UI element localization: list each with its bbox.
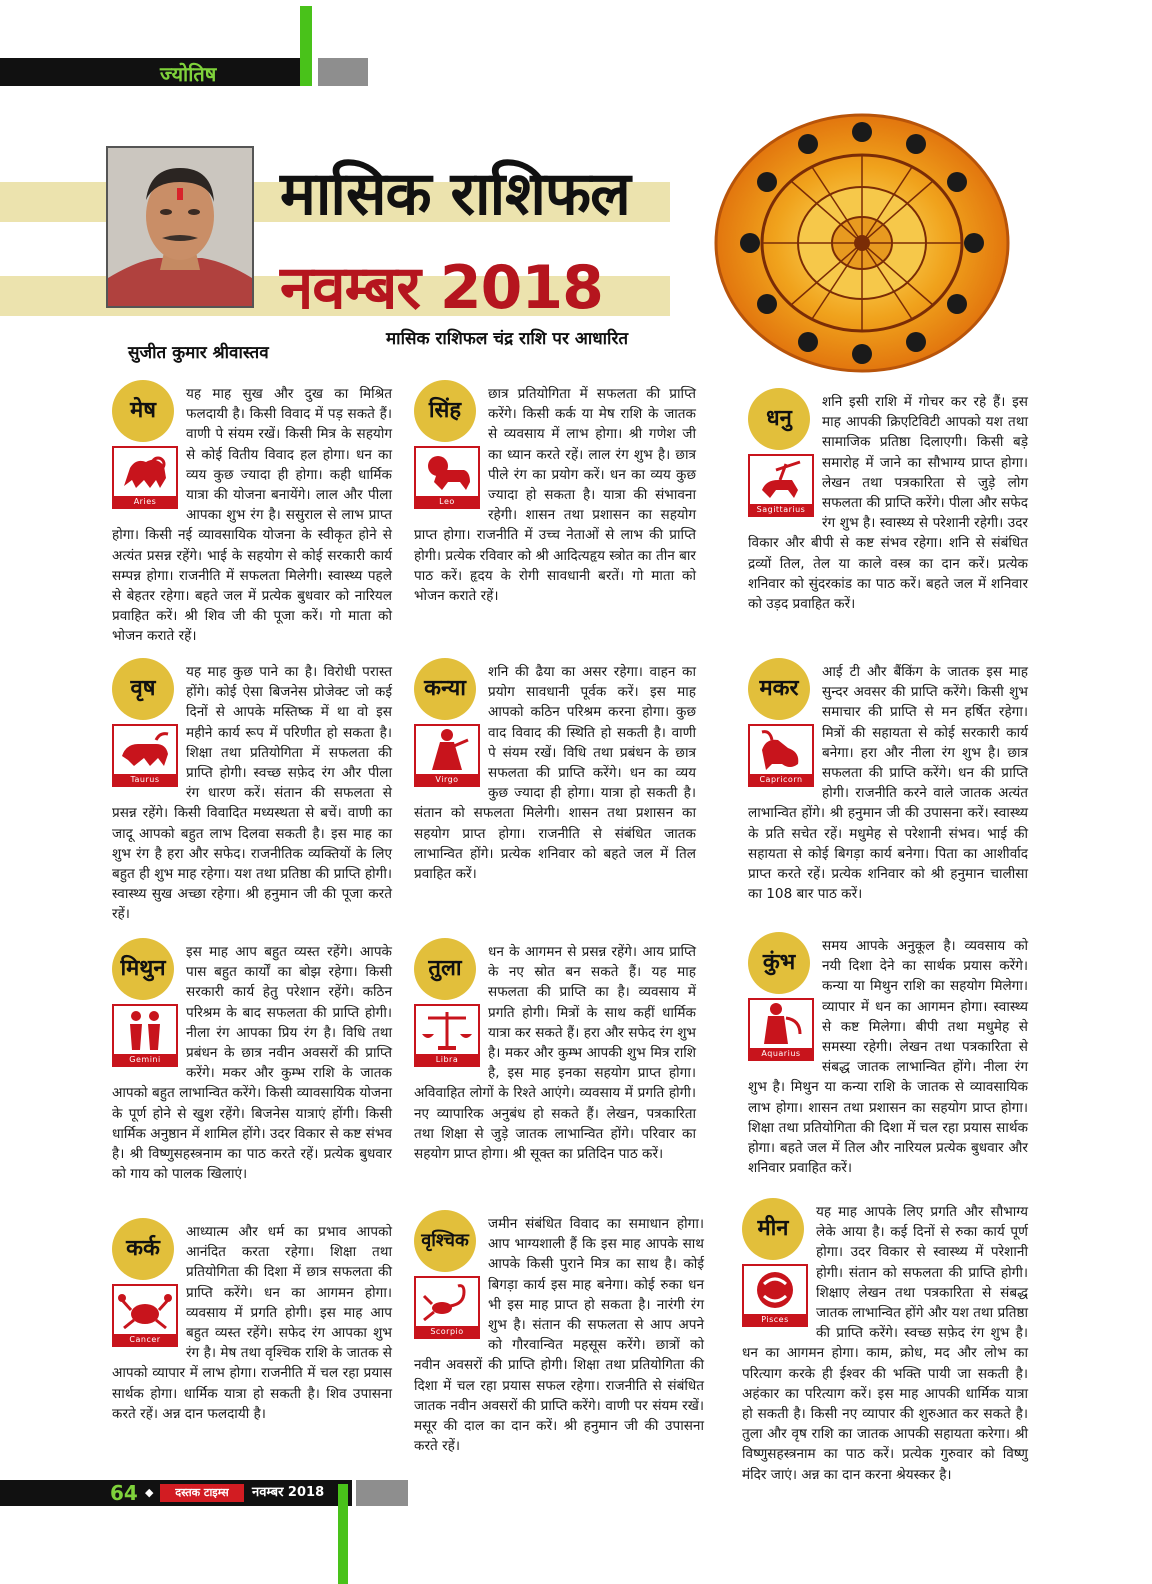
page-number: 64: [110, 1481, 138, 1505]
maiden-icon: [418, 726, 476, 774]
ram-icon: [116, 448, 174, 496]
page-title: मासिक राशिफल: [280, 159, 630, 229]
fish-icon: [746, 1266, 804, 1314]
horoscope-entry-taurus: [112, 662, 392, 925]
sign-english-capricorn: Capricorn: [750, 774, 812, 785]
horoscope-entry-capricorn: [748, 662, 1028, 904]
sign-name-scorpio: वृश्चिक: [414, 1210, 476, 1272]
footer-grey-block: [356, 1480, 408, 1506]
twins-icon: [116, 1006, 174, 1054]
author-name: सुजीत कुमार श्रीवास्तव: [128, 343, 269, 363]
grey-accent-block: [318, 58, 368, 86]
footer-green-accent: [338, 1484, 348, 1584]
zodiac-wheel-icon: [712, 112, 1012, 374]
author-photo: [106, 146, 254, 308]
sign-english-cancer: Cancer: [114, 1334, 176, 1345]
sign-name-pisces: मीन: [742, 1198, 804, 1260]
sign-card-scorpio: [414, 1276, 480, 1339]
horoscope-entry-aries: [112, 384, 392, 647]
page-title-month: नवम्बर 2018: [280, 253, 603, 323]
horoscope-text-pisces: यह माह आपके लिए प्रगति और सौभाग्य लेके आया है। कई दिनों से रुका कार्य पूर्ण होगा। उदर विकार से स्वास्थ्य में परेशानी होगी। संतान को सफलता की प्राप्ति होगी। शिक्षाए लेखन तथा पत्रकारिता से संबद्ध जातक लाभान्वित होंगे और यश तथा प्रतिष्ठा की प्राप्ति करेंगे। स्वच्छ सफ़ेद रंग शुभ है। धन का आगमन होगा। काम, क्रोध, मद और लोभ का परित्याग करके ही ईश्वर की भक्ति पायी जा सकती है। अहंकार का परित्याग करें। इस माह आपकी धार्मिक यात्रा हो सकती है। किसी नए व्यापार की शुरुआत कर सकते है। तुला और वृष राशि का जातक आपकी सहायता करेगा। श्री विष्णुसहस्त्रनाम का पाठ करें। प्रत्येक गुरुवार को विष्णु मंदिर जाएं। अन्न का दान करना श्रेयस्कर है।: [742, 1204, 1028, 1483]
sign-card-libra: [414, 1004, 480, 1067]
bull-icon: [116, 726, 174, 774]
sign-card-gemini: [112, 1004, 178, 1067]
water-bearer-icon: [752, 1000, 810, 1048]
footer-issue-date: नवम्बर 2018: [252, 1485, 325, 1500]
sign-name-cancer: कर्क: [112, 1218, 174, 1280]
sign-card-taurus: [112, 724, 178, 787]
green-accent-bar: [300, 6, 312, 86]
sign-english-gemini: Gemini: [114, 1054, 176, 1065]
sign-english-taurus: Taurus: [114, 774, 176, 785]
horoscope-text-leo: छात्र प्रतियोगिता में सफलता की प्राप्ति करेंगे। किसी कर्क या मेष राशि के जातक से व्यवसाय में लाभ होगा। श्री गणेश जी का ध्यान करते रहें। लाल रंग शुभ है। छात्र पीले रंग का प्रयोग करें। धन का व्यय कुछ ज्यादा हो सकता है। यात्रा की संभावना रहेगी। शासन तथा प्रशासन का सहयोग प्राप्त होगा। राजनीति में उच्च नेताओं से लाभ की प्राप्ति होगी। प्रत्येक रविवार को श्री आदित्यहृय स्त्रोत का तीन बार पाठ करें। हृदय के रोगी सावधानी बरतें। गो माता को भोजन कराते रहें।: [414, 386, 696, 605]
sign-english-pisces: Pisces: [744, 1314, 806, 1325]
sign-english-aries: Aries: [114, 496, 176, 507]
scorpion-icon: [418, 1278, 476, 1326]
horoscope-entry-libra: [414, 942, 696, 1164]
lion-icon: [418, 448, 476, 496]
sign-name-gemini: मिथुन: [112, 938, 174, 1000]
sign-english-leo: Leo: [416, 496, 478, 507]
horoscope-text-libra: धन के आगमन से प्रसन्न रहेंगे। आय प्राप्ति के नए स्रोत बन सकते हैं। यह माह सफलता की प्राप्ति का है। व्यवसाय में प्रगति होगी। मित्रों के साथ कहीं धार्मिक यात्रा कर सकते हैं। हरा और सफेद रंग शुभ है। मकर और कुम्भ आपकी शुभ मित्र राशि है, इस माह इनका सहयोग प्राप्त होगा। अविवाहित लोगों के रिश्ते आएंगे। व्यवसाय में प्रगति होगी। नए व्यापारिक अनुबंध हो सकते हैं। लेखन, पत्रकारिता तथा शिक्षा से जुड़े जातक लाभान्वित होंगे। परिवार का सहयोग प्राप्त होगा। श्री सूक्त का प्रतिदिन पाठ करें।: [414, 944, 696, 1163]
sign-name-aquarius: कुंभ: [748, 932, 810, 994]
sign-name-taurus: वृष: [112, 658, 174, 720]
archer-icon: [752, 456, 810, 504]
sign-english-libra: Libra: [416, 1054, 478, 1065]
horoscope-text-scorpio: जमीन संबंधित विवाद का समाधान होगा। आप भाग्यशाली हैं कि इस माह आपके साथ आपके किसी पुराने मित्र का साथ है। कोई बिगड़ा कार्य इस माह बनेगा। कोई रुका धन भी इस माह प्राप्त हो सकता है। नारंगी रंग शुभ है। संतान की सफलता से आप अपने को गौरवान्वित महसूस करेंगे। छात्रों को नवीन अवसरों की प्राप्ति होगी। शिक्षा तथा प्रतियोगिता की दिशा में चल रहा प्रयास सफल रहेगा। राजनीति से संबंधित जातक नवीन अवसरों की प्राप्ति करेंगे। वाणी पर संयम रखें। मसूर की दाल का दान करें। श्री हनुमान जी की उपासना करते रहें।: [414, 1216, 704, 1455]
sign-english-scorpio: Scorpio: [416, 1326, 478, 1337]
sign-card-virgo: [414, 724, 480, 787]
sign-english-aquarius: Aquarius: [750, 1048, 812, 1059]
goat-icon: [752, 726, 810, 774]
horoscope-entry-pisces: [742, 1202, 1028, 1485]
sign-card-pisces: [742, 1264, 808, 1327]
horoscope-text-capricorn: आई टी और बैंकिंग के जातक इस माह सुन्दर अवसर की प्राप्ति करेंगे। किसी शुभ समाचार की प्राप्ति से मन हर्षित रहेगा। मित्रों की सहायता से कोई सरकारी कार्य बनेगा। हरा और नीला रंग शुभ है। छात्र सफलता की प्राप्ति करेंगे। धन की प्राप्ति होगी। राजनीति करने वाले जातक अत्यंत लाभान्वित होंगे। श्री हनुमान जी की उपासना करें। स्वास्थ्य के प्रति सचेत रहें। मधुमेह से परेशानी संभव। भाई की सहायता से कोई बिगड़ा कार्य बनेगा। पिता का आशीर्वाद प्राप्त करते रहें। प्रत्येक शनिवार को श्री हनुमान चालीसा का 108 बार पाठ करें।: [748, 664, 1028, 903]
crab-icon: [116, 1286, 174, 1334]
horoscope-text-aquarius: समय आपके अनुकूल है। व्यवसाय को नयी दिशा देने का सार्थक प्रयास करेंगे। कन्या या मिथुन राशि का सहयोग मिलेगा। व्यापार में धन का आगमन होगा। स्वास्थ्य से कष्ट मिलेगा। बीपी तथा मधुमेह से समस्या रहेगी। लेखन तथा पत्रकारिता से संबद्ध जातक लाभान्वित होंगे। नीला रंग शुभ है। मिथुन या कन्या राशि के जातक से व्यावसायिक लाभ होगा। शासन तथा प्रशासन का सहयोग प्राप्त होगा। शिक्षा तथा प्रतियोगिता की दिशा में चल रहा प्रयास सार्थक होगा। बहते जल में तिल और नारियल प्रत्येक बुधवार और शनिवार प्रवाहित करें।: [748, 938, 1028, 1177]
page-subtitle: मासिक राशिफल चंद्र राशि पर आधारित: [386, 329, 629, 349]
zodiac-wheel-image: [712, 112, 1012, 374]
diamond-separator-icon: ◆: [145, 1486, 154, 1499]
horoscope-text-gemini: इस माह आप बहुत व्यस्त रहेंगे। आपके पास बहुत कार्यों का बोझ रहेगा। किसी सरकारी कार्य हेतु परेशान रहेंगे। कठिन परिश्रम के बाद सफलता की प्राप्ति होगी। नीला रंग आपका प्रिय रंग है। विधि तथा प्रबंधन के छात्र नवीन अवसरों की प्राप्ति करेंगे। मकर और कुम्भ राशि के जातक आपको बहुत लाभान्वित करेंगे। किसी व्यावसायिक योजना के पूर्ण होने से खुश रहेंगे। बिजनेस यात्राएं होंगी। किसी धार्मिक अनुष्ठान में शामिल होंगे। उदर विकार से कष्ट संभव है। श्री विष्णुसहस्त्रनाम का पाठ करते रहें। प्रत्येक बुधवार को गाय को पालक खिलाएं।: [112, 944, 392, 1183]
sign-card-capricorn: [748, 724, 814, 787]
sign-name-aries: मेष: [112, 380, 174, 442]
horoscope-entry-virgo: [414, 662, 696, 884]
sign-name-capricorn: मकर: [748, 658, 810, 720]
horoscope-entry-gemini: [112, 942, 392, 1184]
magazine-logo: दस्तक टाइम्स: [160, 1484, 244, 1502]
author-portrait-icon: [108, 148, 252, 306]
sign-english-sagittarius: Sagittarius: [750, 504, 812, 515]
sign-card-aquarius: [748, 998, 814, 1061]
horoscope-text-sagittarius: शनि इसी राशि में गोचर कर रहे हैं। इस माह आपकी क्रिएटिविटी आपको यश तथा सामाजिक प्रतिष्ठा दिलाएगी। किसी बड़े समारोह में जाने का सौभाग्य प्राप्त होगा। लेखन तथा पत्रकारिता से जुड़े लोग सफलता की प्राप्ति करेंगे। पीला और सफेद रंग शुभ है। स्वास्थ्य से परेशानी रहेगी। उदर विकार और बीपी से कष्ट संभव रहेगा। शनि से संबंधित द्रव्यों तिल, तेल या काले वस्त्र का दान करें। प्रत्येक शनिवार को सुंदरकांड का पाठ करें। बहते जल में शनिवार को उड़द प्रवाहित करें।: [748, 394, 1028, 613]
sign-card-aries: [112, 446, 178, 509]
horoscope-entry-scorpio: [414, 1214, 704, 1456]
sign-card-sagittarius: [748, 454, 814, 517]
horoscope-text-aries: यह माह सुख और दुख का मिश्रित फलदायी है। किसी विवाद में पड़ सकते हैं। वाणी पे संयम रखें। किसी मित्र के सहयोग से कोई वितीय विवाद हल होगा। धन का व्यय कुछ ज्यादा ही होगा। कही धार्मिक यात्रा की योजना बनायेंगे। लाल और पीला आपका शुभ रंग है। ससुराल से लाभ प्राप्त होगा। किसी नई व्यावसायिक योजना के स्वीकृत होने से अत्यंत प्रसन्न रहेंगे। भाई के सहयोग से कोई सरकारी कार्य सम्पन्न होगा। राजनीति में सफलता मिलेगी। स्वास्थ्य पहले से बेहतर रहेगा। बहते जल में प्रत्येक बुधवार को नारियल प्रवाहित करें। श्री शिव जी की पूजा करें। गो माता को भोजन कराते रहें।: [112, 386, 392, 645]
sign-name-virgo: कन्या: [414, 658, 476, 720]
horoscope-entry-leo: [414, 384, 696, 606]
section-header-bar: [0, 58, 300, 86]
sign-name-libra: तुला: [414, 938, 476, 1000]
horoscope-entry-aquarius: [748, 936, 1028, 1178]
sign-card-leo: [414, 446, 480, 509]
horoscope-text-virgo: शनि की ढैया का असर रहेगा। वाहन का प्रयोग सावधानी पूर्वक करें। इस माह आपको कठिन परिश्रम करना होगा। कुछ वाद विवाद की स्थिति हो सकती है। वाणी पे संयम रखें। विधि तथा प्रबंधन के छात्र सफलता की प्राप्ति करेंगे। धन का व्यय कुछ ज्यादा ही होगा। यात्रा हो सकती है। संतान को सफलता मिलेगी। शासन तथा प्रशासन का सहयोग प्राप्त होगा। राजनीति से संबंधित जातक लाभान्वित होंगे। प्रत्येक शनिवार को बहते जल में तिल प्रवाहित करें।: [414, 664, 696, 883]
scales-icon: [418, 1006, 476, 1054]
horoscope-text-taurus: यह माह कुछ पाने का है। विरोधी परास्त होंगे। कोई ऐसा बिजनेस प्रोजेक्ट जो कई दिनों से आपके मस्तिष्क में था वो इस महीने कार्य रूप में परिणीत हो सकता है। शिक्षा तथा प्रतियोगिता में सफलता की प्राप्ति होगी। स्वच्छ सफ़ेद रंग और पीला रंग धारण करें। संतान की सफलता से प्रसन्न रहेंगे। किसी विवादित मध्यस्थता से बचें। वाणी का जादू आपको बहुत लाभ दिलवा सकती है। इस माह का शुभ रंग है हरा और सफेद। राजनीतिक व्यक्तियों के लिए बहुत ही शुभ माह रहेगा। यश तथा प्रतिष्ठा की प्राप्ति होगी। स्वास्थ्य सुख अच्छा रहेगा। श्री हनुमान जी की पूजा करते रहें।: [112, 664, 392, 923]
horoscope-text-cancer: आध्यात्म और धर्म का प्रभाव आपको आनंदित करता रहेगा। शिक्षा तथा प्रतियोगिता की दिशा में छात्र सफलता की प्राप्ति करेंगे। धन का आगमन होगा। व्यवसाय में प्रगति होगी। इस माह आप बहुत व्यस्त रहेंगे। सफेद रंग आपका शुभ रंग है। मेष तथा वृश्चिक राशि के जातक से आपको व्यापार में लाभ होगा। राजनीति में चल रहा प्रयास सार्थक होगा। धार्मिक यात्रा हो सकती है। शिव उपासना करते रहें। अन्न दान फलदायी है।: [112, 1224, 392, 1422]
horoscope-entry-sagittarius: [748, 392, 1028, 614]
section-label: ज्योतिष: [160, 62, 217, 86]
sign-english-virgo: Virgo: [416, 774, 478, 785]
sign-name-leo: सिंह: [414, 380, 476, 442]
sign-card-cancer: [112, 1284, 178, 1347]
horoscope-entry-cancer: [112, 1222, 392, 1424]
sign-name-sagittarius: धनु: [748, 388, 810, 450]
